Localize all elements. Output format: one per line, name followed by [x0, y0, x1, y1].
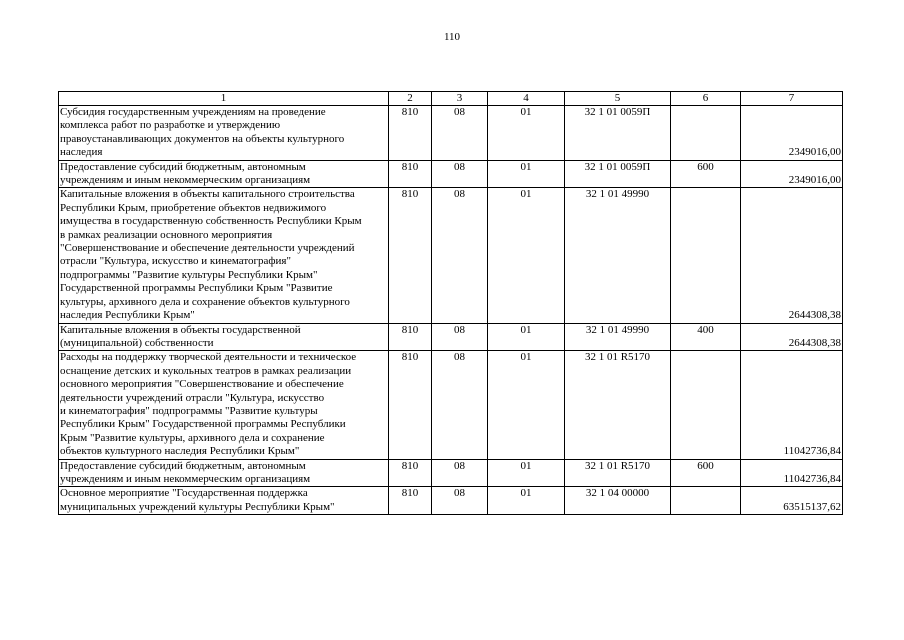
column-header: 2	[389, 92, 432, 106]
amount-cell: 11042736,84	[741, 459, 843, 487]
subsection-code-cell: 01	[488, 459, 565, 487]
expense-name-line: деятельности учреждений отрасли "Культура, искусство	[60, 391, 325, 404]
expense-name-line: учреждениям и иным некоммерческим организациям	[60, 174, 311, 187]
section-code-cell: 08	[432, 487, 488, 515]
page-number: 110	[443, 31, 461, 43]
expense-name-line: объектов культурного наследия Республики Крым"	[60, 445, 300, 458]
column-number-row	[59, 92, 843, 106]
expense-name-line: имущества в государственную собственность Республики Крым	[60, 215, 362, 228]
expense-type-cell: 400	[671, 323, 741, 351]
expense-type-cell	[671, 188, 741, 323]
amount-cell: 2644308,38	[741, 323, 843, 351]
ministry-code-cell: 810	[389, 323, 432, 351]
expense-name-line: Субсидия государственным учреждениям на проведение	[60, 106, 326, 118]
expense-name-line: "Совершенствование и обеспечение деятельности учреждений	[60, 242, 355, 255]
expense-name-line: в рамках реализации основного мероприятия	[60, 228, 273, 241]
expense-name-line: комплекса работ по разработке и утверждению	[60, 119, 281, 132]
ministry-code-cell: 810	[389, 160, 432, 188]
expense-name-cell	[59, 160, 389, 188]
expense-name-cell	[59, 351, 389, 459]
ministry-code-cell: 810	[389, 351, 432, 459]
expense-type-cell	[671, 351, 741, 459]
expense-name-line: и кинематография" подпрограммы "Развитие культуры	[60, 404, 318, 417]
amount-cell: 11042736,84	[741, 351, 843, 459]
target-article-cell: 32 1 01 49990	[565, 188, 671, 323]
expense-name-line: культуры, архивного дела и сохранение объектов культурного	[60, 295, 350, 308]
expense-name-line: Расходы на поддержку творческой деятельности и техническое	[60, 351, 357, 364]
subsection-code-cell: 01	[488, 323, 565, 351]
column-header: 3	[432, 92, 488, 106]
target-article-cell: 32 1 04 00000	[565, 487, 671, 515]
table-row	[59, 188, 843, 323]
subsection-code-cell: 01	[488, 106, 565, 161]
expense-type-cell	[671, 106, 741, 161]
expense-name-line: Республики Крым, приобретение объектов недвижимого	[60, 201, 327, 214]
ministry-code-cell: 810	[389, 188, 432, 323]
table-row	[59, 351, 843, 459]
expense-type-cell: 600	[671, 160, 741, 188]
expense-name-line: отрасли "Культура, искусство и кинематография"	[60, 255, 291, 268]
expense-name-line: учреждениям и иным некоммерческим организациям	[60, 472, 311, 485]
expense-name-line: Предоставление субсидий бюджетным, автономным	[60, 459, 306, 472]
column-header: 7	[741, 92, 843, 106]
ministry-code-cell: 810	[389, 459, 432, 487]
section-code-cell: 08	[432, 160, 488, 188]
expense-name-cell	[59, 487, 389, 515]
subsection-code-cell: 01	[488, 160, 565, 188]
amount-cell: 2349016,00	[741, 160, 843, 188]
subsection-code-cell: 01	[488, 188, 565, 323]
section-code-cell: 08	[432, 188, 488, 323]
ministry-code-cell: 810	[389, 487, 432, 515]
target-article-cell: 32 1 01 0059П	[565, 106, 671, 161]
section-code-cell: 08	[432, 459, 488, 487]
expense-name-cell	[59, 106, 389, 161]
expense-name-line: Капитальные вложения в объекты капитального строительства	[60, 188, 355, 201]
budget-table	[58, 91, 843, 515]
expense-name-line: Предоставление субсидий бюджетным, автономным	[60, 160, 306, 173]
table-row	[59, 160, 843, 188]
expense-name-line: основного мероприятия "Совершенствование и обеспечение	[60, 378, 344, 391]
amount-cell: 2644308,38	[741, 188, 843, 323]
column-header: 5	[565, 92, 671, 106]
column-header: 6	[671, 92, 741, 106]
target-article-cell: 32 1 01 R5170	[565, 459, 671, 487]
expense-name-line: наследия	[60, 146, 103, 159]
ministry-code-cell: 810	[389, 106, 432, 161]
table-row	[59, 323, 843, 351]
expense-name-line: муниципальных учреждений культуры Республики Крым"	[60, 500, 335, 513]
section-code-cell: 08	[432, 351, 488, 459]
expense-name-line: Капитальные вложения в объекты государственной	[60, 323, 301, 336]
section-code-cell: 08	[432, 106, 488, 161]
expense-name-line: Государственной программы Республики Крым "Развитие	[60, 282, 333, 295]
expense-name-line: Крым "Развитие культуры, архивного дела и сохранение	[60, 431, 325, 444]
expense-name-line: Республики Крым" Государственной программы Республики	[60, 418, 346, 431]
expense-name-line: Основное мероприятие "Государственная поддержка	[60, 487, 308, 500]
expense-name-line: наследия Республики Крым"	[60, 309, 195, 322]
column-header: 1	[59, 92, 389, 106]
expense-type-cell	[671, 487, 741, 515]
table-row	[59, 106, 843, 161]
column-header: 4	[488, 92, 565, 106]
target-article-cell: 32 1 01 49990	[565, 323, 671, 351]
amount-cell: 63515137,62	[741, 487, 843, 515]
subsection-code-cell: 01	[488, 351, 565, 459]
target-article-cell: 32 1 01 0059П	[565, 160, 671, 188]
expense-name-line: подпрограммы "Развитие культуры Республики Крым"	[60, 268, 318, 281]
amount-cell: 2349016,00	[741, 106, 843, 161]
target-article-cell: 32 1 01 R5170	[565, 351, 671, 459]
table-row	[59, 459, 843, 487]
subsection-code-cell: 01	[488, 487, 565, 515]
expense-name-line: оснащение детских и кукольных театров в рамках реализации	[60, 364, 352, 377]
expense-name-cell	[59, 188, 389, 323]
table-row	[59, 487, 843, 515]
expense-name-cell	[59, 459, 389, 487]
expense-name-cell	[59, 323, 389, 351]
section-code-cell: 08	[432, 323, 488, 351]
expense-type-cell: 600	[671, 459, 741, 487]
expense-name-line: (муниципальной) собственности	[60, 336, 214, 349]
expense-name-line: правоустанавливающих документов на объекты культурного	[60, 132, 345, 145]
